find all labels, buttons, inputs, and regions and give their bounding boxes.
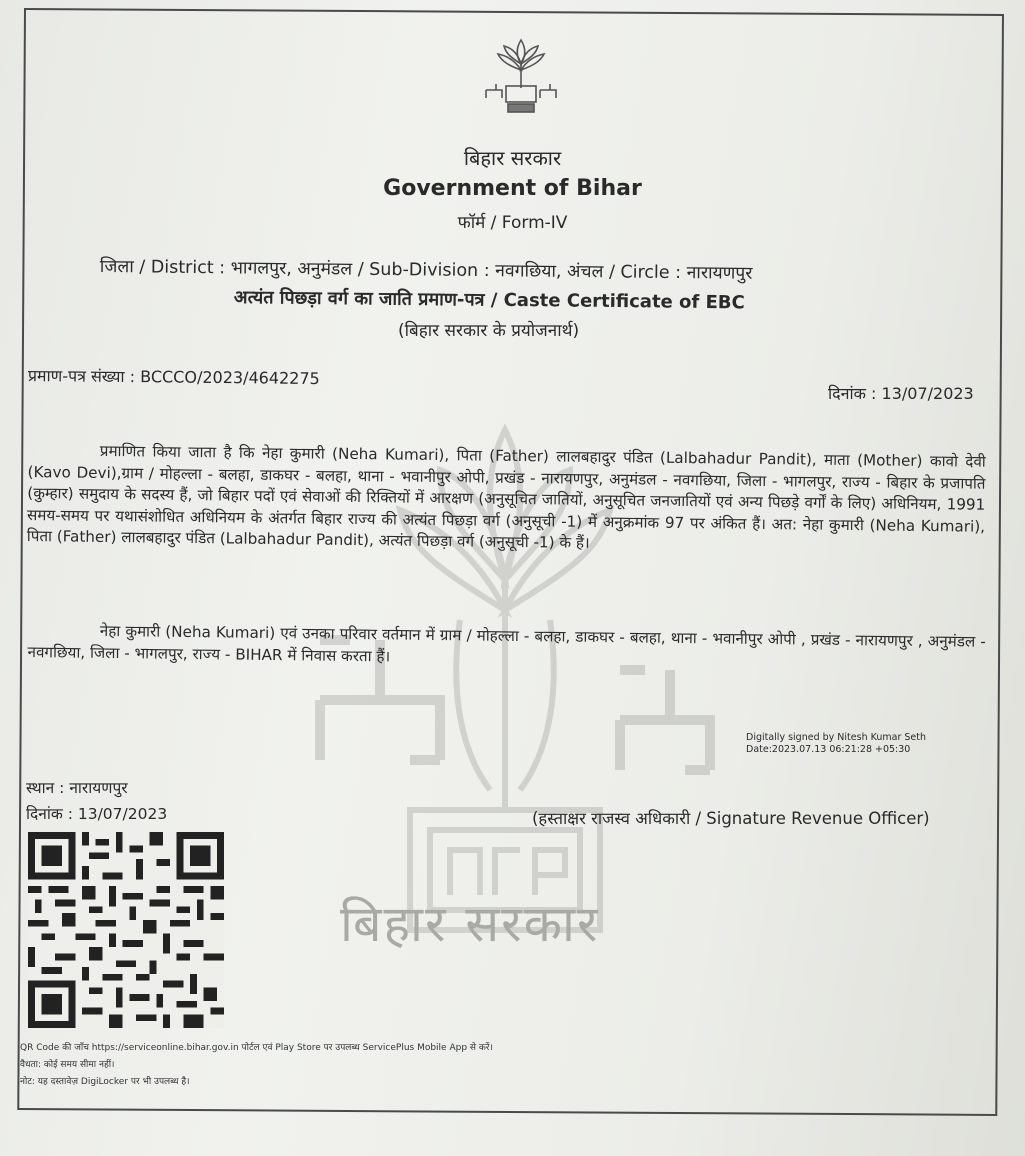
certificate-purpose: (बिहार सरकार के प्रयोजनार्थ) <box>398 321 580 341</box>
header-hindi-title: बिहार सरकार <box>463 146 562 170</box>
footer-validity-note: वैधता: कोई समय सीमा नहीं। <box>20 1060 115 1070</box>
header-english-title: Government of Bihar <box>383 176 642 201</box>
footer-digilocker-note: नोट: यह दस्तावेज़ DigiLocker पर भी उपलब्ध है। <box>20 1077 190 1087</box>
bihar-emblem-logo <box>478 36 564 118</box>
digital-signature-date: Date:2023.07.13 06:21:28 +05:30 <box>746 744 911 755</box>
place-label: स्थान : नारायणपुर <box>26 779 128 797</box>
digital-signature-signer: Digitally signed by Nitesh Kumar Seth <box>746 732 927 743</box>
watermark-text: बिहार सरकार <box>340 895 600 953</box>
qr-code[interactable] <box>28 832 224 1028</box>
issue-date: दिनांक : 13/07/2023 <box>26 805 168 823</box>
officer-signature-label: (हस्ताक्षर राजस्व अधिकारी / Signature Revenue Officer) <box>532 809 930 828</box>
certification-paragraph: प्रमाणित किया जाता है कि नेहा कुमारी (Neha Kumari), पिता (Father) लालबहादुर पंडित (Lalbahadur Pandit), माता (Mother) कावो देवी (Kavo Devi),ग्राम / मोहल्ला - बलहा, डाकघर - बलहा, थाना - भवानीपुर ओपी, प्रखंड - नारायणपुर, अनुमंडल - नवगछिया, जिला - भागलपुर, राज्य - बिहार के प्रजापति (कुम्हार) समुदाय के सदस्य हैं, जो बिहार पदों एवं सेवाओं की रिक्तियों में आरक्षण (अनुसूचित जातियों, अनुसूचित जनजातियों एवं अन्य पिछड़े वर्गों के लिए) अधिनियम, 1991 समय-समय पर यथासंशोधित अधिनियम के अंतर्गत बिहार राज्य की अत्यंत पिछड़ा वर्ग (अनुसूची -1) में अनुक्रमांक 97 पर अंकित हैं। अत: नेहा कुमारी (Neha Kumari), पिता (Father) लालबहादुर पंडित (Lalbahadur Pandit), अत्यंत पिछड़ा वर्ग (अनुसूची -1) के हैं। <box>26 441 986 553</box>
footer-qr-note: QR Code की जाँच https://serviceonline.bihar.gov.in पोर्टल एवं Play Store पर उपलब्ध ServicePlus Mobile App से करें। <box>20 1043 493 1053</box>
residence-paragraph: नेहा कुमारी (Neha Kumari) एवं उनका परिवार वर्तमान में ग्राम / मोहल्ला - बलहा, डाकघर - बलहा, थाना - भवानीपुर ओपी , प्रखंड - नारायणपुर , अनुमंडल - नवगछिया, जिला - भागलपुर, राज्य - BIHAR में निवास करता हैं। <box>27 621 986 666</box>
digital-signature-block <box>746 732 926 756</box>
district-subdivision-line: जिला / District : भागलपुर, अनुमंडल / Sub-Division : नवगछिया, अंचल / Circle : नारायणपुर <box>99 256 753 284</box>
certificate-number: प्रमाण-पत्र संख्या : BCCCO/2023/4642275 <box>27 365 320 389</box>
certificate-title: अत्यंत पिछड़ा वर्ग का जाति प्रमाण-पत्र / Caste Certificate of EBC <box>233 286 745 314</box>
certificate-date: दिनांक : 13/07/2023 <box>828 384 974 403</box>
form-number: फॉर्म / Form-IV <box>457 213 568 233</box>
